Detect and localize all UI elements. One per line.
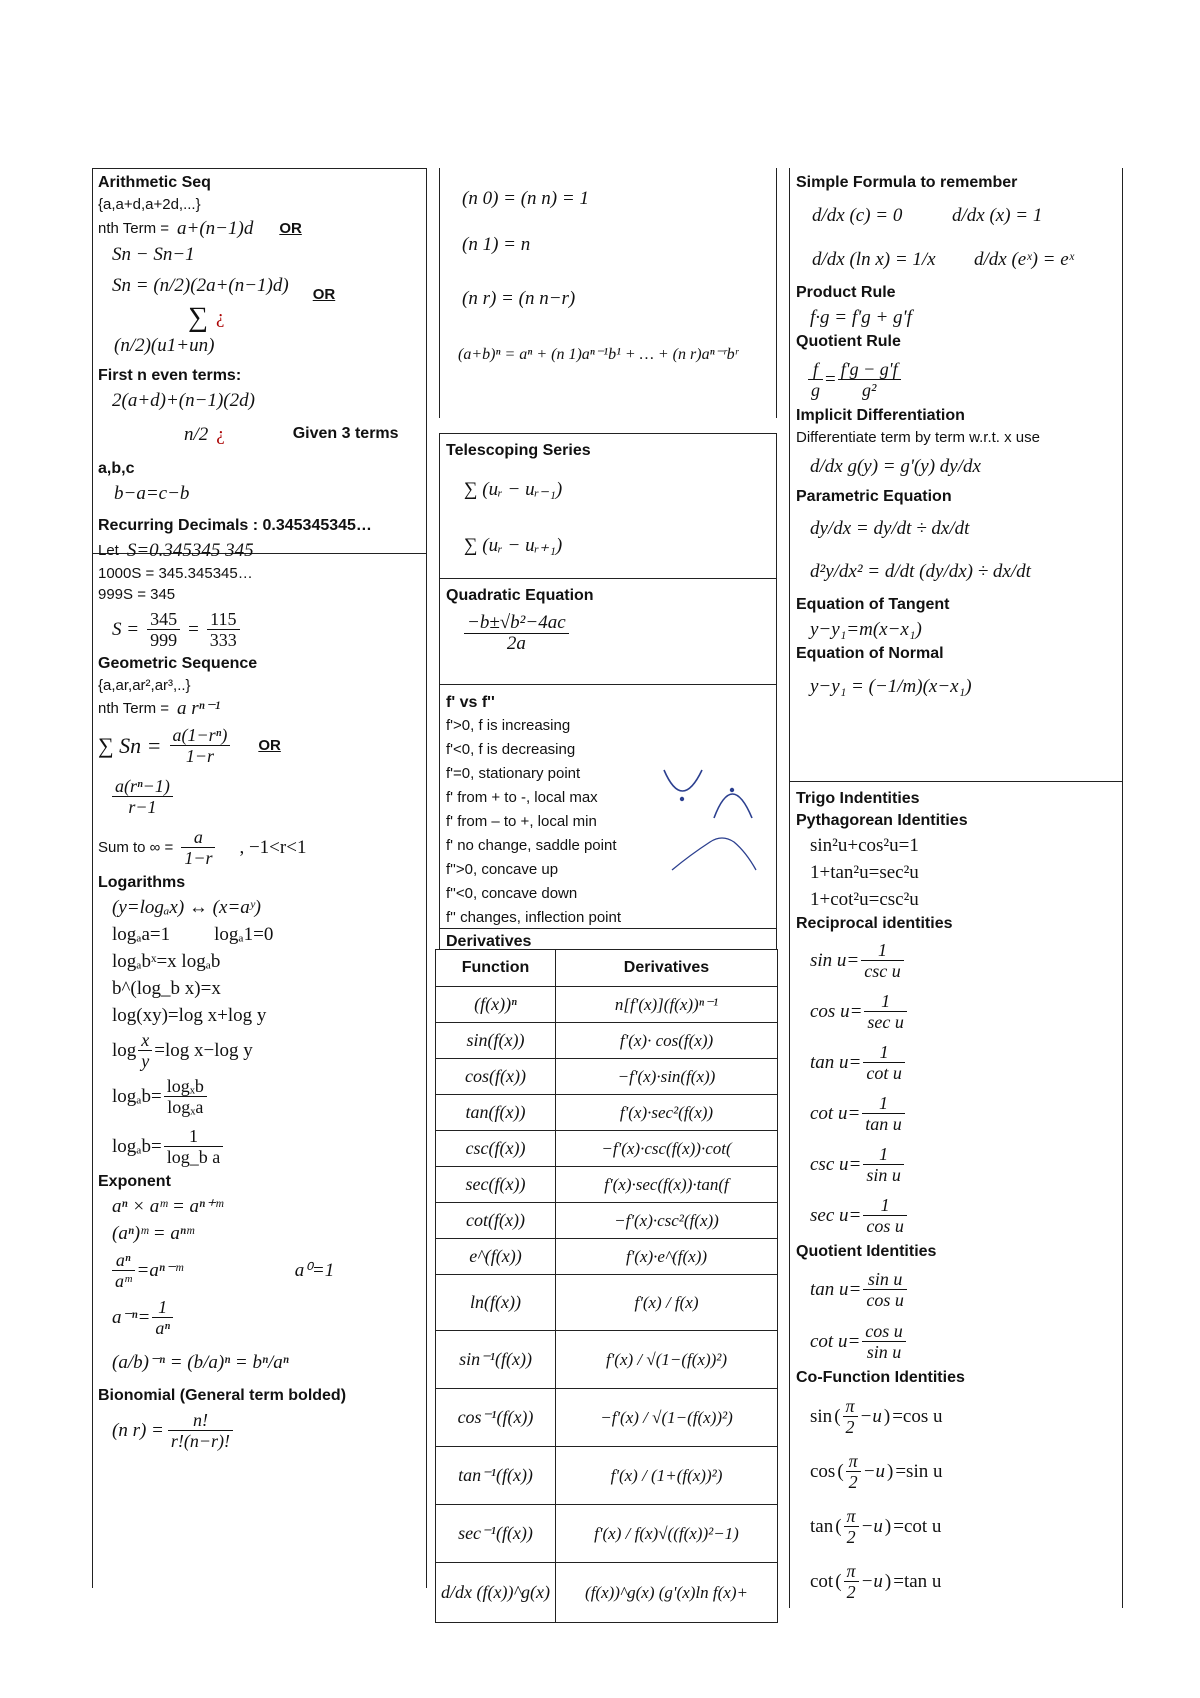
recur-line-2: 999S = 345 [98,586,176,603]
deriv-function-cell: (f(x))ⁿ [436,987,556,1023]
deriv-function-cell: sin⁻¹(f(x)) [436,1331,556,1389]
binom-title: Bionomial (General term bolded) [98,1387,347,1404]
fvf-divider [439,684,776,685]
cofn-paren-close: ) [887,1461,894,1482]
exp-line-3-frac: $\frac{\text{aⁿ}}{\text{aᵐ}}$ [112,1250,135,1291]
recip-frac [863,1144,904,1185]
tangent-formula: y−y₁=m(x−x₁) [810,619,922,640]
cofn-row [810,1499,1118,1554]
binom-f1-lhs: (n r) = [112,1419,164,1441]
recur-s: S = [112,618,140,640]
recip-frac-den: sec u [867,1012,904,1032]
recip-frac-num: 1 [862,1093,905,1114]
geo-alt-frac: $\frac{\text{a(rⁿ−1)}}{r-1}$ [112,776,173,817]
recip-frac-num: 1 [864,991,906,1012]
cofn-frac-den: 2 [848,1472,858,1492]
quad-formula: $\frac{\text{−b±√b²−4ac}}{2a}$ [464,613,569,654]
quad-divider [439,578,776,579]
abc-title: a,b,c [98,460,135,477]
recip-frac-den: csc u [864,961,901,981]
recip-frac-num: 1 [863,1042,905,1063]
col3-divider [789,781,1122,782]
recip-frac-num: 1 [861,940,903,961]
param-1: dy/dx = dy/dt ÷ dx/dt [810,518,970,539]
cofn-fn: cos [810,1461,836,1482]
fvf-line: f'>0, f is increasing [446,717,571,734]
deriv-head-function: Function [436,950,556,987]
deriv-function-cell: tan(f(x)) [436,1095,556,1131]
cofn-frac [846,1451,861,1492]
column-3-top: Simple Formula to remember d/dx (c) = 0 d/dx (x) = 1 d/dx (ln x) = 1/x d/dx (eˣ) = eˣ Product Rule f·g = f'g + g'f Quotient Rule $\frac{f}{g}$ = $\frac{f'g - g'f}{\text{g²}}$ Implicit Differentiation Differentiate term by term w.r.t. x use d/dx g(y) = g'(y) dy/dx Parametric Equation dy/dx = dy/dt ÷ dx/dt d²y/dx² = d/dt (dy/dx) ÷ dx/dt Equation of Tangent y−y₁=m(x−x₁) Equation of Normal y−y₁ = (−1/m)(x−x₁) [796,172,1118,709]
cofn-paren-open: ( [834,1406,841,1427]
deriv-function-cell: ln(f(x)) [436,1275,556,1331]
arith-nth-formula: a+(n−1)d [177,217,254,239]
quad-title: Quadratic Equation [446,587,594,604]
deriv-function-cell: cos⁻¹(f(x)) [436,1389,556,1447]
col3-left-border [789,168,790,1608]
cofn-paren-close: ) [883,1406,891,1427]
binom2-line-4: (a+b)ⁿ = aⁿ + (n 1)aⁿ⁻¹b¹ + … + (n r)aⁿ⁻ʳbʳ [458,346,739,363]
deriv-derivative-cell: (f(x))^g(x) (g'(x)ln f(x)+ [556,1563,778,1623]
deriv-head-derivative: Derivatives [556,950,778,987]
implicit-desc: Differentiate term by term w.r.t. x use [796,429,1040,446]
deriv-row [436,1023,778,1059]
even-n-half: n/2 [184,423,209,445]
deriv-row [436,1131,778,1167]
cofn-rhs: =tan u [893,1571,942,1592]
exp-line-3-rhs: =aⁿ⁻ᵐ [136,1259,183,1281]
cofn-minus-u: −u [860,1516,883,1537]
recip-row [810,986,1118,1037]
implicit-title: Implicit Differentiation [796,407,965,424]
deriv-body [436,987,778,1623]
fvf-line: f'<0, f is decreasing [446,741,576,758]
geo-set: {a,ar,ar²,ar³,..} [98,677,191,694]
exp-line-3b: a⁰=1 [294,1259,335,1281]
log-title: Logarithms [98,874,186,891]
tele-line-2: ∑ (uᵣ − uᵣ₊₁) [464,535,563,556]
quot-lhs: cot u= [810,1330,861,1352]
deriv-row [436,1389,778,1447]
exp-title: Exponent [98,1173,171,1190]
log-line-6-lhs: log [112,1039,137,1061]
log-line-2b: logₐ1=0 [214,924,274,945]
column-2-top [458,176,774,380]
col3-right-border [1122,168,1123,1608]
tele-line-1: ∑ (uᵣ − uᵣ₋₁) [464,479,563,500]
deriv-derivative-cell: −f'(x)·sin(f(x)) [556,1059,778,1095]
deriv-function-cell: sin(f(x)) [436,1023,556,1059]
local-max-sketch [710,778,760,824]
binom-f1-frac: $\frac{n!}{r!(n-r)!}$ [168,1410,233,1451]
even-title: First n even terms: [98,367,242,384]
quot-frac-num: sin u [863,1269,907,1290]
quot-frac-den: cos u [866,1289,904,1310]
given-3-terms: Given 3 terms [292,425,399,442]
column-2-mid [446,440,772,574]
product-title: Product Rule [796,284,896,301]
exp-line-4-frac: $\frac{1}{\text{aⁿ}}$ [152,1297,173,1338]
cofn-paren-close: ) [884,1516,892,1537]
geo-sum-frac: $\frac{\text{a(1−rⁿ)}}{1-r}$ [170,725,231,766]
cofn-title: Co-Function Identities [796,1369,965,1386]
deriv-function-cell: sec⁻¹(f(x)) [436,1505,556,1563]
geo-inf-label: Sum to ∞ = [98,838,174,856]
recip-lhs: cos u= [810,1001,863,1022]
cofn-frac-num: π [846,1451,861,1472]
col2-right-border [776,168,777,418]
pyth-3: 1+cot²u=csc²u [810,889,919,910]
simple-title: Simple Formula to remember [796,174,1018,191]
recur-frac-2: $\frac{115}{333}$ [207,609,240,650]
recip-lhs: sin u= [810,950,860,971]
deriv-function-cell: csc(f(x)) [436,1131,556,1167]
derivatives-table [435,949,778,1623]
cofn-paren-open: ( [835,1516,842,1537]
arith-title: Arithmetic Seq [98,174,211,191]
arith-or-2: OR [312,285,336,303]
geo-inf-cond: , −1<r<1 [239,836,307,858]
cofn-fn: cot [810,1571,834,1592]
geo-title: Geometric Sequence [98,655,258,672]
quot-list [796,1263,1118,1367]
deriv-derivative-cell: f'(x)·sec(f(x))·tan(f [556,1167,778,1203]
deriv-derivative-cell: f'(x) / (1+(f(x))²) [556,1447,778,1505]
cofn-frac-num: π [844,1561,859,1582]
cofn-list [796,1389,1118,1609]
recip-frac-num: 1 [863,1195,907,1216]
recip-row [810,1037,1118,1088]
cofn-frac-den: 2 [846,1582,856,1602]
recip-frac [863,1042,905,1083]
deriv-function-cell: e^(f(x)) [436,1239,556,1275]
log-line-4: b^(log_b x)=x [112,978,221,999]
col1-left-border [92,168,93,1588]
trigo-title: Trigo Indentities [796,790,920,807]
recip-frac-den: tan u [865,1114,902,1134]
deriv-row [436,1239,778,1275]
deriv-row [436,1059,778,1095]
pyth-1: sin²u+cos²u=1 [810,835,919,856]
tele-title: Telescoping Series [446,442,591,459]
quotient-rhs: $\frac{f'g - g'f}{\text{g²}}$ [838,359,901,400]
deriv-function-cell: cot(f(x)) [436,1203,556,1239]
deriv-derivative-cell: −f'(x)·csc(f(x))·cot( [556,1131,778,1167]
param-title: Parametric Equation [796,488,952,505]
geo-or: OR [258,736,281,754]
log-line-6-frac: $\frac{x}{y}$ [138,1030,152,1071]
col1-top-border [92,168,426,169]
simple-3: d/dx (ln x) = 1/x [812,248,936,270]
log-line-5: log(xy)=log x+log y [112,1005,267,1026]
deriv-row [436,987,778,1023]
arith-sn-formula: Sn = (n/2)(2a+(n−1)d) [112,274,289,296]
quot-row [810,1263,1118,1315]
column-1: Arithmetic Seq {a,a+d,a+2d,...} nth Term = a+(n−1)d OR Sn − Sn−1 Sn = (n/2)(2a+(n−1)d) OR ∑ ¿ (n/2)(u1+un) First n even terms: 2(a+d)+(n−1)(2d) n/2 ¿ Given 3 terms a,b,c b−a=c−b Recurring Decimals : 0.345345345… Let S=0.345345 34̇5 1000S = 345.345345… 999S = 345 S = $\frac{345}{999}$ = $\frac{115}{333}$ Geometric Sequence {a,ar,ar²,ar³,..} nth Term = a rⁿ⁻¹ ∑ Sn = $\frac{\text{a(1−rⁿ)}}{1-r}$ OR $\frac{\text{a(rⁿ−1)}}{r-1}$ Sum to ∞ = $\frac{a}{1-r}$ , −1<r<1 Logarithms (y=logₐx) ↔ (x=aʸ) logₐa=1 logₐ1=0 logₐbˣ=x logₐb b^(log_b x)=x log(xy)=log x+log y log $\frac{x}{y}$ =log x−log y logₐb= $\frac{\text{logₓb}}{\text{logₓa}}$ logₐb= $\frac{1}{\text{log\_b a}}$ Exponent aⁿ × aᵐ = aⁿ⁺ᵐ (aⁿ)ᵐ = aⁿᵐ $\frac{\text{aⁿ}}{\text{aᵐ}}$ =aⁿ⁻ᵐ a⁰=1 a⁻ⁿ= $\frac{1}{\text{aⁿ}}$ (a/b)⁻ⁿ = (b/a)ⁿ = bⁿ/aⁿ Bionomial (General term bolded) (n r) = $\frac{n!}{r!(n-r)!}$ [98,172,422,1453]
recur-frac-1: $\frac{345}{999}$ [147,609,180,650]
deriv-derivative-cell: −f'(x)·csc²(f(x)) [556,1203,778,1239]
cofn-paren-open: ( [835,1571,842,1592]
fvf-line: f' from + to -, local max [446,789,598,806]
log-line-8-frac: $\frac{1}{\text{log\_b a}}$ [164,1126,224,1167]
param-2: d²y/dx² = d/dt (dy/dx) ÷ dx/dt [810,561,1031,582]
log-line-2a: logₐa=1 [112,924,171,945]
cofn-frac-den: 2 [846,1527,856,1547]
cofn-frac-den: 2 [845,1417,855,1437]
cofn-row [810,1554,1118,1609]
cofn-paren-open: ( [837,1461,844,1482]
recur-let-formula: S=0.345345 34̇5 [126,539,254,561]
recip-frac [861,940,903,981]
recur-let: Let [98,541,119,559]
recip-row [810,1139,1118,1190]
quotient-lhs: $\frac{f}{g}$ [808,359,823,400]
quot-frac-den: sin u [866,1341,902,1362]
col1-right-border [426,168,427,1588]
deriv-row [436,1563,778,1623]
cofn-row [810,1389,1118,1444]
arith-sn-alt: (n/2)(u1+un) [114,335,215,356]
deriv-derivative-cell: f'(x) / f(x)√((f(x))²−1) [556,1505,778,1563]
exp-line-4-lhs: a⁻ⁿ= [112,1306,151,1328]
recip-title: Reciprocal identities [796,915,953,932]
deriv-derivative-cell: f'(x)· cos(f(x)) [556,1023,778,1059]
fvf-line: f' no change, saddle point [446,837,617,854]
recip-frac-den: sin u [866,1165,901,1185]
deriv-derivative-cell: f'(x) / √(1−(f(x))²) [556,1331,778,1389]
quot-row [810,1315,1118,1367]
arith-nth-label: nth Term = [98,219,170,237]
deriv-derivative-cell: f'(x) / f(x) [556,1275,778,1331]
simple-4: d/dx (eˣ) = eˣ [974,248,1075,270]
quot-frac [862,1321,906,1362]
fvf-line: f''<0, concave down [446,885,578,902]
recip-lhs: cot u= [810,1103,861,1124]
recip-frac-num: 1 [863,1144,904,1165]
abc-formula: b−a=c−b [114,483,190,504]
cofn-paren-close: ) [884,1571,892,1592]
deriv-title: Derivatives [446,933,532,950]
recip-row [810,1190,1118,1241]
exp-line-1: aⁿ × aᵐ = aⁿ⁺ᵐ [112,1196,223,1217]
exp-line-2: (aⁿ)ᵐ = aⁿᵐ [112,1223,194,1244]
deriv-row [436,1447,778,1505]
even-formula: 2(a+d)+(n−1)(2d) [112,390,255,411]
deriv-function-cell: cos(f(x)) [436,1059,556,1095]
recip-row [810,935,1118,986]
cofn-fn: sin [810,1406,833,1427]
cofn-frac [843,1396,858,1437]
recip-frac-den: cot u [866,1063,902,1083]
arith-sigma-mark: ¿ [215,306,225,328]
log-line-3: logₐbˣ=x logₐb [112,951,221,972]
log-line-6-rhs: =log x−log y [154,1039,253,1061]
simple-2: d/dx (x) = 1 [952,204,1043,226]
recip-row [810,1088,1118,1139]
recip-frac [862,1093,905,1134]
cofn-minus-u: −u [859,1406,882,1427]
cofn-minus-u: −u [862,1461,886,1482]
quot-frac [863,1269,907,1310]
arith-or-1: OR [279,219,302,237]
deriv-row [436,1505,778,1563]
recur-title: Recurring Decimals : 0.345345345… [98,517,372,534]
quot-title: Quotient Identities [796,1243,937,1260]
cofn-frac-num: π [843,1396,858,1417]
deriv-row [436,1203,778,1239]
recip-frac-den: cos u [866,1216,904,1236]
cofn-minus-u: −u [860,1571,883,1592]
binom2-line-3: (n r) = (n n−r) [462,288,576,309]
cofn-rhs: =cos u [892,1406,943,1427]
deriv-function-cell: tan⁻¹(f(x)) [436,1447,556,1505]
deriv-function-cell: d/dx (f(x))^g(x) [436,1563,556,1623]
quot-lhs: tan u= [810,1278,862,1300]
exp-line-5: (a/b)⁻ⁿ = (b/a)ⁿ = bⁿ/aⁿ [112,1352,289,1373]
simple-1: d/dx (c) = 0 [812,204,903,226]
log-line-7-frac: $\frac{\text{logₓb}}{\text{logₓa}}$ [164,1076,207,1117]
cofn-rhs: =cot u [893,1516,942,1537]
recip-frac [864,991,906,1032]
deriv-derivative-cell: f'(x)·sec²(f(x)) [556,1095,778,1131]
recip-frac [863,1195,907,1236]
fvf-line: f' from – to +, local min [446,813,597,830]
cofn-frac-num: π [844,1506,859,1527]
product-formula: f·g = f'g + g'f [810,307,912,328]
recip-lhs: tan u= [810,1052,862,1073]
column-3-trigo [796,788,1118,1609]
deriv-function-cell: sec(f(x)) [436,1167,556,1203]
col2-left-border [439,168,440,418]
cofn-row [810,1444,1118,1499]
binom2-line-2: (n 1) = n [462,234,531,255]
recip-lhs: csc u= [810,1154,862,1175]
deriv-row [436,1095,778,1131]
fvf-title: f' vs f'' [446,694,495,711]
even-mark: ¿ [216,423,225,445]
pyth-2: 1+tan²u=sec²u [810,862,919,883]
geo-nth-formula: a rⁿ⁻¹ [177,697,221,719]
tele-top-border [439,433,776,434]
fvf-line: f'' changes, inflection point [446,909,622,926]
local-min-sketch [660,764,710,810]
quot-frac-num: cos u [862,1321,906,1342]
log-line-7-lhs: logₐb= [112,1085,162,1107]
arith-sigma: ∑ [188,301,208,333]
col2b-left-border [439,433,440,949]
deriv-row [436,1167,778,1203]
normal-title: Equation of Normal [796,645,944,662]
deriv-derivative-cell: n[f'(x)](f(x))ⁿ⁻¹ [556,987,778,1023]
binom2-line-1: (n 0) = (n n) = 1 [462,188,589,209]
geo-inf-frac: $\frac{a}{1-r}$ [181,827,215,868]
deriv-row [436,1275,778,1331]
pyth-title: Pythagorean Identities [796,812,968,829]
geo-sum-lhs: ∑ Sn = [98,732,162,758]
cofn-frac [844,1561,859,1602]
tangent-title: Equation of Tangent [796,596,950,613]
quotient-title: Quotient Rule [796,333,901,350]
fvf-line: f''>0, concave up [446,861,559,878]
cofn-rhs: =sin u [895,1461,943,1482]
normal-formula: y−y₁ = (−1/m)(x−x₁) [810,676,972,697]
recip-list [796,935,1118,1241]
saddle-sketch [670,830,760,880]
recip-lhs: sec u= [810,1205,862,1226]
deriv-derivative-cell: −f'(x) / √(1−(f(x))²) [556,1389,778,1447]
fvf-line: f'=0, stationary point [446,765,581,782]
log-line-1: (y=logₐx) ↔ (x=aʸ) [112,897,261,918]
implicit-formula: d/dx g(y) = g'(y) dy/dx [810,456,981,477]
col2b-right-border [776,433,777,949]
quad-section [446,585,772,654]
arith-sn-diff: Sn − Sn−1 [112,244,195,265]
geo-nth-label: nth Term = [98,699,170,717]
arith-set: {a,a+d,a+2d,...} [98,196,201,213]
deriv-row [436,1331,778,1389]
cofn-frac [844,1506,859,1547]
recur-line-1: 1000S = 345.345345… [98,565,253,582]
cofn-fn: tan [810,1516,834,1537]
log-line-8-lhs: logₐb= [112,1135,162,1157]
deriv-derivative-cell: f'(x)·e^(f(x)) [556,1239,778,1275]
